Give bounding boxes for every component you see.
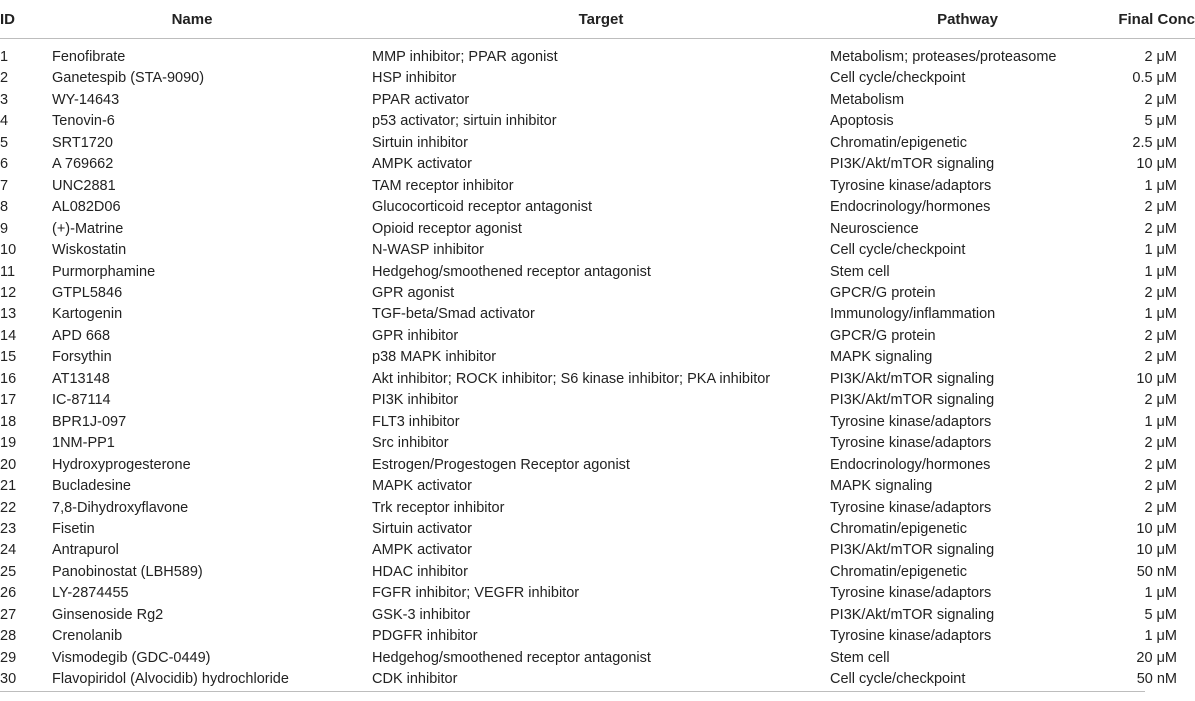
table-row xyxy=(0,133,1195,154)
cell-name: IC-87114 xyxy=(52,392,111,409)
bottom-rule xyxy=(0,691,1145,692)
table-row xyxy=(0,176,1195,197)
header-row xyxy=(0,0,1195,39)
cell-name: AL082D06 xyxy=(52,199,121,216)
cell-target: Hedgehog/smoothened receptor antagonist xyxy=(372,263,651,280)
cell-name: 7,8-Dihydroxyflavone xyxy=(52,499,189,516)
cell-id: 19 xyxy=(0,435,17,452)
cell-target: PDGFR inhibitor xyxy=(372,628,478,645)
table-row xyxy=(0,412,1195,433)
cell-final-conc: 1 μM xyxy=(1144,413,1177,430)
cell-name: Fenofibrate xyxy=(52,49,126,65)
table-row xyxy=(0,562,1195,583)
cell-pathway: PI3K/Akt/mTOR signaling xyxy=(830,542,995,559)
cell-name: WY-14643 xyxy=(52,91,120,108)
cell-final-conc: 2 μM xyxy=(1144,499,1177,516)
cell-pathway: MAPK signaling xyxy=(830,478,933,495)
cell-id: 3 xyxy=(0,91,9,108)
cell-pathway: Tyrosine kinase/adaptors xyxy=(830,499,992,516)
table-row xyxy=(0,626,1195,647)
cell-final-conc: 1 μM xyxy=(1144,585,1177,602)
cell-name: Fisetin xyxy=(52,520,95,537)
table-row xyxy=(0,605,1195,626)
cell-pathway: Tyrosine kinase/adaptors xyxy=(830,435,992,452)
cell-final-conc: 2.5 μM xyxy=(1132,134,1177,151)
cell-pathway: Tyrosine kinase/adaptors xyxy=(830,628,992,645)
cell-target: PPAR activator xyxy=(372,91,470,108)
table-row xyxy=(0,476,1195,497)
table-row xyxy=(0,304,1195,325)
table-row xyxy=(0,283,1195,304)
cell-name: A 769662 xyxy=(52,156,114,173)
cell-pathway: Cell cycle/checkpoint xyxy=(830,671,966,688)
cell-final-conc: 50 nM xyxy=(1136,563,1177,580)
cell-id: 11 xyxy=(0,263,16,280)
table-row xyxy=(0,47,1195,68)
cell-pathway: PI3K/Akt/mTOR signaling xyxy=(830,370,995,387)
cell-target: Src inhibitor xyxy=(372,435,449,452)
cell-pathway: Tyrosine kinase/adaptors xyxy=(830,585,992,602)
cell-id: 8 xyxy=(0,199,9,216)
spacer-row xyxy=(0,39,1195,48)
cell-final-conc: 20 μM xyxy=(1136,649,1177,666)
table-row xyxy=(0,540,1195,561)
cell-name: SRT1720 xyxy=(52,134,113,151)
cell-name: LY-2874455 xyxy=(52,585,129,602)
cell-pathway: PI3K/Akt/mTOR signaling xyxy=(830,392,995,409)
cell-final-conc: 1 μM xyxy=(1144,177,1177,194)
cell-final-conc: 1 μM xyxy=(1144,306,1177,323)
table-row xyxy=(0,347,1195,368)
table-row xyxy=(0,219,1195,240)
cell-id: 28 xyxy=(0,628,17,645)
cell-final-conc: 10 μM xyxy=(1136,542,1177,559)
table-body xyxy=(0,39,1195,691)
cell-id: 14 xyxy=(0,327,17,344)
cell-target: TAM receptor inhibitor xyxy=(372,177,514,194)
cell-target: GPR inhibitor xyxy=(372,327,459,344)
cell-name: Antrapurol xyxy=(52,542,119,559)
cell-name: Panobinostat (LBH589) xyxy=(52,563,203,580)
cell-id: 9 xyxy=(0,220,9,237)
cell-pathway: Tyrosine kinase/adaptors xyxy=(830,177,992,194)
cell-final-conc: 1 μM xyxy=(1144,628,1177,645)
cell-target: Sirtuin activator xyxy=(372,520,472,537)
table-row xyxy=(0,433,1195,454)
cell-name: (+)-Matrine xyxy=(52,220,124,237)
cell-name: Hydroxyprogesterone xyxy=(52,456,191,473)
cell-name: Flavopiridol (Alvocidib) hydrochloride xyxy=(52,671,289,688)
cell-target: CDK inhibitor xyxy=(372,671,458,688)
cell-name: 1NM-PP1 xyxy=(52,435,115,452)
cell-target: TGF-beta/Smad activator xyxy=(372,306,535,323)
cell-target: p53 activator; sirtuin inhibitor xyxy=(372,113,557,130)
cell-target: p38 MAPK inhibitor xyxy=(372,349,497,366)
table-row xyxy=(0,326,1195,347)
cell-target: GSK-3 inhibitor xyxy=(372,606,471,623)
cell-final-conc: 2 μM xyxy=(1144,478,1177,495)
cell-id: 10 xyxy=(0,242,17,259)
table-row xyxy=(0,262,1195,283)
header-pathway: Pathway xyxy=(830,0,1115,39)
cell-pathway: GPCR/G protein xyxy=(830,327,936,344)
cell-name: APD 668 xyxy=(52,327,111,344)
cell-pathway: PI3K/Akt/mTOR signaling xyxy=(830,606,995,623)
table-header xyxy=(0,0,1195,39)
cell-id: 18 xyxy=(0,413,17,430)
cell-pathway: Chromatin/epigenetic xyxy=(830,563,968,580)
header-id: ID xyxy=(0,0,52,39)
cell-pathway: Cell cycle/checkpoint xyxy=(830,242,966,259)
cell-id: 5 xyxy=(0,134,9,151)
cell-pathway: Chromatin/epigenetic xyxy=(830,134,968,151)
cell-final-conc: 2 μM xyxy=(1144,49,1177,65)
cell-pathway: Neuroscience xyxy=(830,220,919,237)
cell-final-conc: 50 nM xyxy=(1136,671,1177,688)
header-final-conc: Final Conc xyxy=(1115,0,1195,39)
cell-name: Ginsenoside Rg2 xyxy=(52,606,164,623)
cell-name: AT13148 xyxy=(52,370,110,387)
cell-final-conc: 1 μM xyxy=(1144,242,1177,259)
table-row xyxy=(0,669,1195,690)
cell-target: AMPK activator xyxy=(372,156,472,173)
cell-id: 17 xyxy=(0,392,17,409)
cell-final-conc: 2 μM xyxy=(1144,220,1177,237)
cell-target: Opioid receptor agonist xyxy=(372,220,522,237)
cell-pathway: Stem cell xyxy=(830,649,890,666)
cell-target: GPR agonist xyxy=(372,284,455,301)
cell-pathway: Endocrinology/hormones xyxy=(830,199,991,216)
cell-final-conc: 2 μM xyxy=(1144,456,1177,473)
cell-final-conc: 2 μM xyxy=(1144,284,1177,301)
cell-name: Bucladesine xyxy=(52,478,131,495)
cell-id: 27 xyxy=(0,606,17,623)
cell-target: Trk receptor inhibitor xyxy=(372,499,505,516)
cell-id: 22 xyxy=(0,499,17,516)
cell-final-conc: 2 μM xyxy=(1144,392,1177,409)
cell-name: Vismodegib (GDC-0449) xyxy=(52,649,211,666)
cell-name: UNC2881 xyxy=(52,177,116,194)
cell-id: 1 xyxy=(0,49,9,65)
cell-pathway: Apoptosis xyxy=(830,113,894,130)
cell-pathway: Metabolism xyxy=(830,91,905,108)
cell-final-conc: 5 μM xyxy=(1144,606,1177,623)
table-row xyxy=(0,240,1195,261)
table-row xyxy=(0,90,1195,111)
cell-pathway: GPCR/G protein xyxy=(830,284,936,301)
table-row xyxy=(0,648,1195,669)
cell-target: Hedgehog/smoothened receptor antagonist xyxy=(372,649,651,666)
cell-id: 7 xyxy=(0,177,9,194)
cell-name: Forsythin xyxy=(52,349,112,366)
cell-pathway: Stem cell xyxy=(830,263,890,280)
cell-target: MAPK activator xyxy=(372,478,472,495)
cell-id: 6 xyxy=(0,156,9,173)
cell-target: PI3K inhibitor xyxy=(372,392,459,409)
cell-final-conc: 2 μM xyxy=(1144,327,1177,344)
cell-final-conc: 2 μM xyxy=(1144,91,1177,108)
cell-pathway: PI3K/Akt/mTOR signaling xyxy=(830,156,995,173)
cell-pathway: Cell cycle/checkpoint xyxy=(830,70,966,87)
cell-id: 16 xyxy=(0,370,17,387)
cell-target: FLT3 inhibitor xyxy=(372,413,460,430)
cell-pathway: Chromatin/epigenetic xyxy=(830,520,968,537)
cell-target: HDAC inhibitor xyxy=(372,563,468,580)
cell-final-conc: 10 μM xyxy=(1136,156,1177,173)
cell-target: N-WASP inhibitor xyxy=(372,242,485,259)
cell-id: 30 xyxy=(0,671,17,688)
cell-target: MMP inhibitor; PPAR agonist xyxy=(372,49,558,65)
cell-final-conc: 10 μM xyxy=(1136,520,1177,537)
cell-target: Glucocorticoid receptor antagonist xyxy=(372,199,593,216)
cell-id: 15 xyxy=(0,349,17,366)
cell-id: 12 xyxy=(0,284,17,301)
cell-id: 21 xyxy=(0,478,17,495)
table-row xyxy=(0,111,1195,132)
cell-pathway: Endocrinology/hormones xyxy=(830,456,991,473)
table-row xyxy=(0,68,1195,89)
cell-target: FGFR inhibitor; VEGFR inhibitor xyxy=(372,585,580,602)
cell-name: Kartogenin xyxy=(52,306,123,323)
cell-pathway: MAPK signaling xyxy=(830,349,933,366)
table-row xyxy=(0,519,1195,540)
cell-name: GTPL5846 xyxy=(52,284,123,301)
cell-pathway: Metabolism; proteases/proteasome xyxy=(830,49,1057,65)
cell-target: Estrogen/Progestogen Receptor agonist xyxy=(372,456,630,473)
cell-pathway: Tyrosine kinase/adaptors xyxy=(830,413,992,430)
cell-final-conc: 1 μM xyxy=(1144,263,1177,280)
table-row xyxy=(0,498,1195,519)
cell-final-conc: 2 μM xyxy=(1144,349,1177,366)
cell-name: Tenovin-6 xyxy=(52,113,115,130)
cell-id: 23 xyxy=(0,520,17,537)
cell-target: Akt inhibitor; ROCK inhibitor; S6 kinase inhibitor; PKA inhibitor xyxy=(372,370,771,387)
cell-id: 2 xyxy=(0,70,9,87)
cell-id: 4 xyxy=(0,113,9,130)
table-row xyxy=(0,369,1195,390)
cell-target: AMPK activator xyxy=(372,542,472,559)
table-row xyxy=(0,197,1195,218)
cell-target: Sirtuin inhibitor xyxy=(372,134,468,151)
header-target: Target xyxy=(372,0,830,39)
cell-name: Ganetespib (STA-9090) xyxy=(52,70,205,87)
cell-pathway: Immunology/inflammation xyxy=(830,306,996,323)
cell-name: Crenolanib xyxy=(52,628,123,645)
cell-id: 13 xyxy=(0,306,17,323)
table-row xyxy=(0,455,1195,476)
table-row xyxy=(0,154,1195,175)
cell-final-conc: 2 μM xyxy=(1144,199,1177,216)
cell-id: 24 xyxy=(0,542,17,559)
cell-id: 29 xyxy=(0,649,17,666)
cell-name: Purmorphamine xyxy=(52,263,156,280)
cell-final-conc: 0.5 μM xyxy=(1132,70,1177,87)
cell-final-conc: 5 μM xyxy=(1144,113,1177,130)
header-name: Name xyxy=(52,0,372,39)
cell-name: BPR1J-097 xyxy=(52,413,127,430)
table-row xyxy=(0,390,1195,411)
cell-id: 26 xyxy=(0,585,17,602)
table-row xyxy=(0,583,1195,604)
cell-final-conc: 2 μM xyxy=(1144,435,1177,452)
cell-target: HSP inhibitor xyxy=(372,70,457,87)
cell-final-conc: 10 μM xyxy=(1136,370,1177,387)
cell-id: 25 xyxy=(0,563,17,580)
cell-id: 20 xyxy=(0,456,17,473)
cell-name: Wiskostatin xyxy=(52,242,127,259)
